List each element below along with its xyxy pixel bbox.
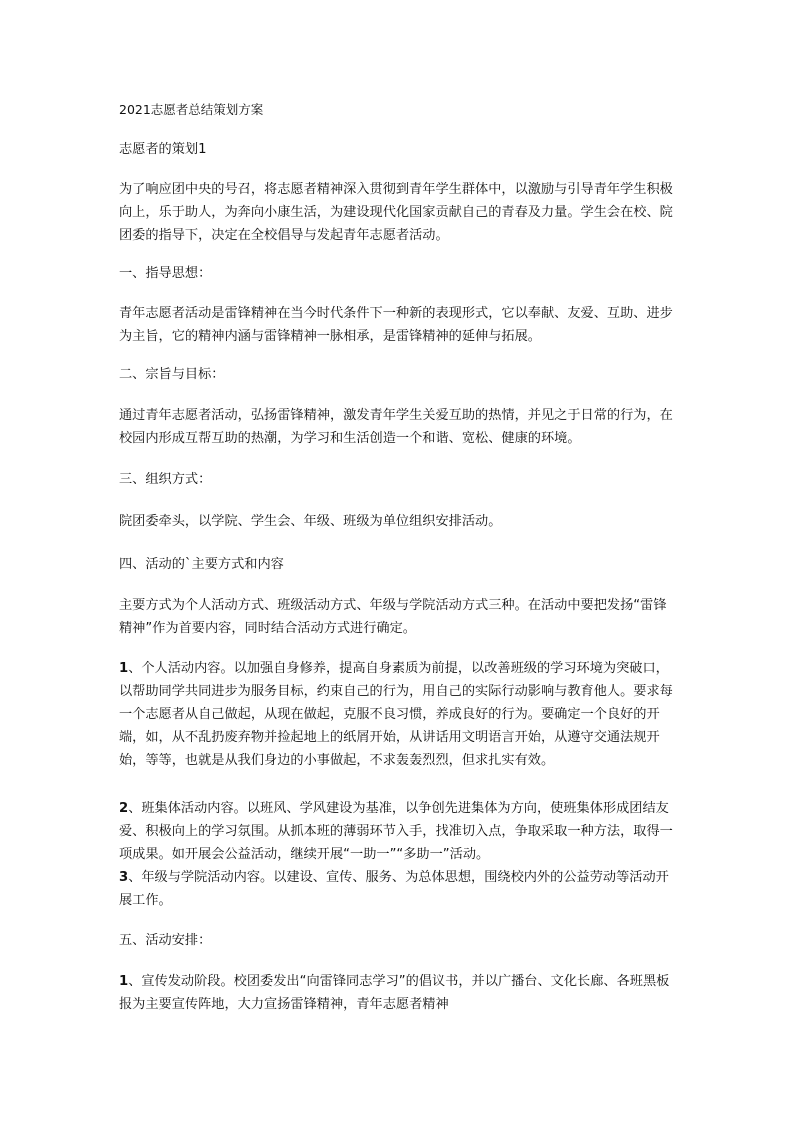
section-3-body: 院团委牵头，以学院、学生会、年级、班级为单位组织安排活动。 xyxy=(119,514,502,529)
arrangement-item-1-number: 1 xyxy=(119,974,129,989)
section-4-body: 主要方式为个人活动方式、班级活动方式、年级与学院活动方式三种。在活动中要把发扬“雷锋精神”作为首要内容，同时结合活动方式进行确定。 xyxy=(119,598,667,636)
item-1-paragraph xyxy=(119,657,679,772)
item-3-number: 3 xyxy=(119,870,129,885)
document-title: 2021志愿者总结策划方案 xyxy=(119,102,264,117)
section-1-heading: 一、指导思想： xyxy=(119,266,212,281)
section-2-body: 通过青年志愿者活动，弘扬雷锋精神，激发青年学生关爱互助的热情，并见之于日常的行为，在校园内形成互帮互助的热潮，为学习和生活创造一个和谐、宽松、健康的环境。 xyxy=(119,408,673,446)
item-2-paragraph xyxy=(119,797,679,866)
item-2-text: 、班集体活动内容。以班风、学风建设为基准，以争创先进集体为方向，使班集体形成团结友爱、积极向上的学习氛围。从抓本班的薄弱环节入手，找准切入点，争取采取一种方法，取得一项成果。如开展会公益活动，继续开展“一助一”“多助一”活动。 xyxy=(119,801,673,862)
section-3-heading: 三、组织方式： xyxy=(119,472,212,487)
section-5-heading: 五、活动安排： xyxy=(119,933,212,948)
item-1-number: 1 xyxy=(119,661,129,676)
section-1-body: 青年志愿者活动是雷锋精神在当今时代条件下一种新的表现形式，它以奉献、友爱、互助、进步为主旨，它的精神内涵与雷锋精神一脉相承，是雷锋精神的延伸与拓展。 xyxy=(119,306,673,344)
arrangement-item-1-text: 、宣传发动阶段。校团委发出“向雷锋同志学习”的倡议书，并以广播台、文化长廊、各班黑板报为主要宣传阵地，大力宣扬雷锋精神，青年志愿者精神 xyxy=(119,974,670,1012)
section-4-heading: 四、活动的`主要方式和内容 xyxy=(119,557,284,572)
item-3-text: 、年级与学院活动内容。以建设、宣传、服务、为总体思想，围绕校内外的公益劳动等活动开展工作。 xyxy=(119,870,669,908)
arrangement-item-1-paragraph xyxy=(119,970,679,1016)
document-subtitle: 志愿者的策划1 xyxy=(119,142,207,157)
item-3-paragraph xyxy=(119,866,679,912)
section-2-heading: 二、宗旨与目标： xyxy=(119,367,225,382)
item-1-text: 、个人活动内容。以加强自身修养，提高自身素质为前提，以改善班级的学习环境为突破口，以帮助同学共同进步为服务目标，约束自己的行为，用自己的实际行动影响与教育他人。要求每一个志愿者从自己做起，从现在做起，克服不良习惯，养成良好的行为。要确定一个良好的开端，如，从不乱扔废弃物并捡起地上的纸屑开始，从讲话用文明语言开始，从遵守交通法规开始，等等，也就是从我们身边的小事做起，不求轰轰烈烈，但求扎实有效。 xyxy=(119,661,673,768)
item-2-number: 2 xyxy=(119,801,129,816)
intro-paragraph: 为了响应团中央的号召，将志愿者精神深入贯彻到青年学生群体中，以激励与引导青年学生积极向上，乐于助人，为奔向小康生活，为建设现代化国家贡献自己的青春及力量。学生会在校、院团委的指导下，决定在全校倡导与发起青年志愿者活动。 xyxy=(119,182,673,243)
